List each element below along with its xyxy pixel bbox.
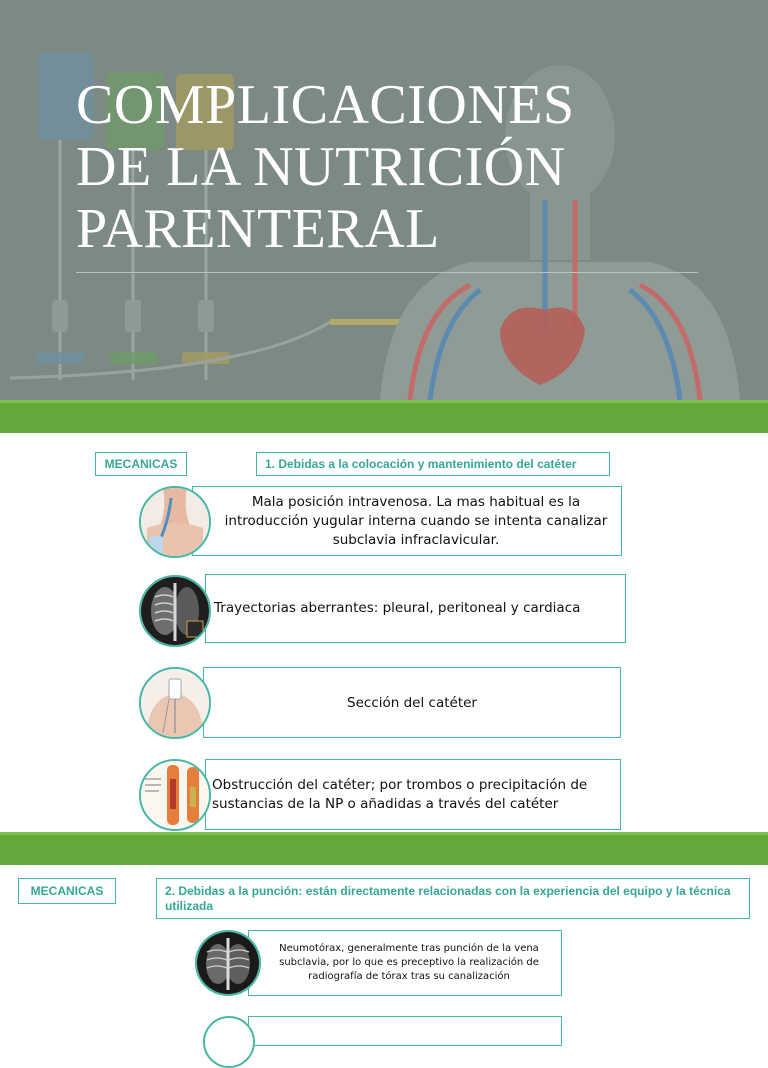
section-heading: 1. Debidas a la colocación y mantenimiento del catéter [256, 452, 610, 476]
neck-catheter-icon [139, 486, 211, 558]
blocked-vessel-icon [139, 759, 211, 831]
section-tag: MECANICAS [18, 878, 116, 904]
torso-catheter-icon [139, 667, 211, 739]
title-divider [76, 272, 698, 273]
item-text: Mala posición intravenosa. La mas habitual es la introducción yugular interna cuando se intenta canalizar subclavia infraclavicular. [224, 493, 608, 548]
title-slide [0, 0, 768, 400]
lung-xray-icon [195, 930, 261, 996]
complication-item [203, 667, 621, 738]
item-text: Sección del catéter [347, 694, 477, 711]
slide-separator-band [0, 832, 768, 865]
item-text: Obstrucción del catéter; por trombos o precipitación de sustancias de la NP o añadidas a través del catéter [212, 776, 588, 812]
complication-item [248, 930, 562, 996]
complication-item [192, 486, 622, 556]
title-line-2: DE LA NUTRICIÓN [76, 136, 566, 198]
chest-xray-icon [139, 575, 211, 647]
complication-item-partial [248, 1016, 562, 1046]
slide-title [76, 74, 726, 260]
complication-item [205, 759, 621, 830]
item-text: Trayectorias aberrantes: pleural, peritoneal y cardiaca [214, 600, 581, 616]
title-line-3: PARENTERAL [76, 198, 440, 260]
slide-separator-band [0, 400, 768, 433]
item-text: Neumotórax, generalmente tras punción de la vena subclavia, por lo que es preceptivo la realización de radiografía de tórax tras su canalización [279, 943, 539, 982]
complication-item [205, 574, 626, 643]
section-tag: MECANICAS [95, 452, 187, 476]
section-heading: 2. Debidas a la punción: están directamente relacionadas con la experiencia del equipo y la técnica utilizada [156, 878, 750, 919]
title-line-1: COMPLICACIONES [76, 74, 575, 136]
